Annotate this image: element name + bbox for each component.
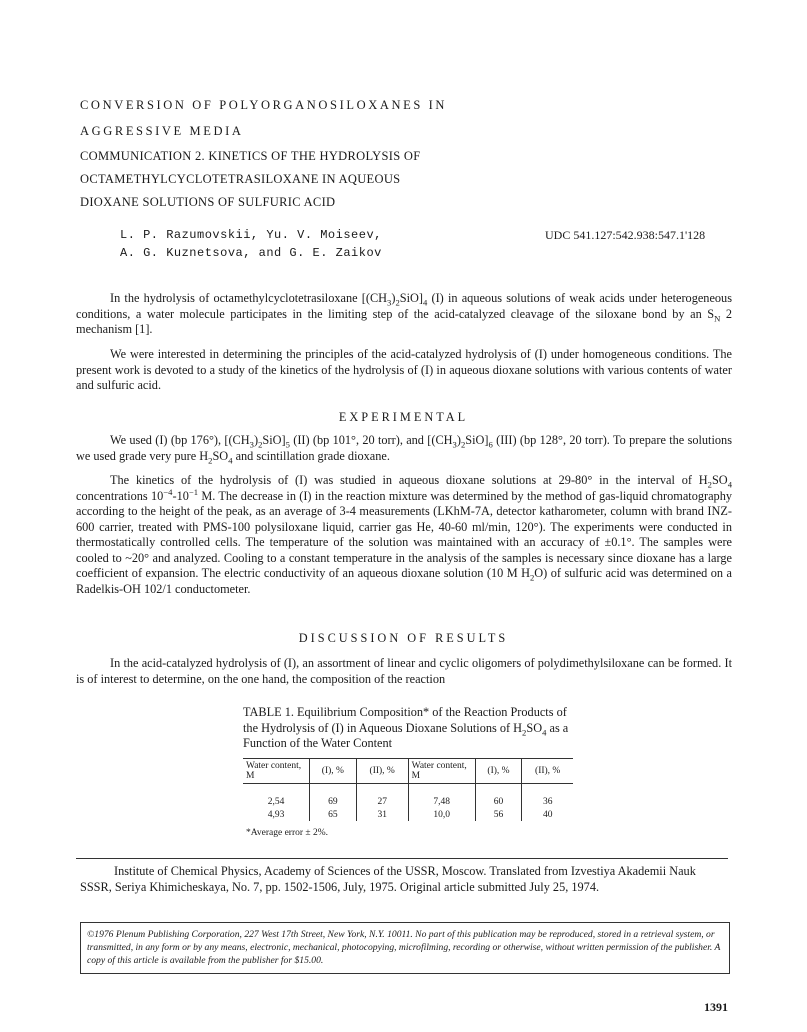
discussion-heading: DISCUSSION OF RESULTS [298, 631, 509, 645]
experimental-paragraph-2: The kinetics of the hydrolysis of (I) was studied in aqueous dioxane solutions at 29-80° in the interval of $H_2SO_4$ concentrations $10^{-4}-10^{-1}$ M. The decrease in (I) in the reaction mixture was determined by the method of gas-liquid chromatography according to the height of the peak, as an average of 3-4 measurements (LKhM-7A, detector katharometer, column with brand INZ-600 carrier, treated with PMS-100 polysiloxane liquid, carrier gas He, 40-60 ml/min, 120°). The experiments were conducted in thermostatically controlled cells. The temperature of the solution was maintained with an accuracy of ±0.1°. The samples were cooled to ~20° and analyzed. Cooling to a constant temperature in the analysis of the samples is necessary since dioxane has a large coefficient of expansion. The electric conductivity of an aqueous dioxane solution (10 M $H_2O$) of sulfuric acid was determined on a Radelkis-OH 102/1 conductometer. [76, 473, 733, 596]
table-cell: 56 [475, 808, 522, 821]
table-cell: 4,93 [267, 809, 285, 820]
page-number: 1391 [704, 1000, 728, 1014]
table-header-cell: Water content, M [408, 759, 475, 784]
title-line-5: DIOXANE SOLUTIONS OF SULFURIC ACID [80, 195, 336, 209]
title-line-3: COMMUNICATION 2. KINETICS OF THE HYDROLYSIS OF [80, 149, 421, 163]
title-line-1: CONVERSION OF POLYORGANOSILOXANES IN [80, 98, 448, 112]
table-cell: 10,0 [408, 808, 475, 821]
title-line-4: OCTAMETHYLCYCLOTETRASILOXANE IN AQUEOUS [80, 172, 401, 186]
table-cell: 36 [522, 784, 573, 809]
table-row [243, 808, 573, 821]
intro-paragraph-1: In the hydrolysis of octamethylcyclotetrasiloxane $[(CH_3)_2SiO]_4$ (I) in aqueous solutions of weak acids under heterogeneous conditions, a water molecule participates in the limiting step of the acid-catalyzed cleavage of the siloxane bond by an $S_N$ 2 mechanism [1]. [76, 291, 732, 336]
table-header-cell: Water content, M [243, 759, 310, 784]
table-cell: 65 [310, 808, 357, 821]
institute-note: Institute of Chemical Physics, Academy of Sciences of the USSR, Moscow. Translated from Izvestiya Akademii Nauk SSSR, Seriya Khimicheskaya, No. 7, pp. 1502-1506, July, 1975. Original article submitted July 25, 1974. [80, 864, 696, 894]
table-1 [243, 758, 573, 821]
table-header-cell: (II), % [356, 759, 408, 784]
discussion-paragraph-1: In the acid-catalyzed hydrolysis of (I), an assortment of linear and cyclic oligomers of polydimethylsiloxane can be formed. It is of interest to determine, on the one hand, the composition of the reaction [76, 656, 732, 686]
table-1-footnote: *Average error ± 2%. [246, 828, 329, 838]
experimental-heading: EXPERIMENTAL [338, 410, 469, 424]
intro-paragraph-2: We were interested in determining the principles of the acid-catalyzed hydrolysis of (I) under homogeneous conditions. The present work is devoted to a study of the kinetics of the hydrolysis of (I) in aqueous dioxane solutions with various contents of water and sulfuric acid. [76, 347, 732, 392]
table-row [243, 784, 573, 809]
title-line-2: AGGRESSIVE MEDIA [80, 124, 244, 138]
table-header-cell: (I), % [310, 759, 357, 784]
table-1-caption: TABLE 1. Equilibrium Composition* of the Reaction Products of the Hydrolysis of (I) in Aqueous Dioxane Solutions of $H_2SO_4$ as a Function of the Water Content [243, 705, 569, 750]
copyright-text: ©1976 Plenum Publishing Corporation, 227 West 17th Street, New York, N.Y. 10011. No part of this publication may be reproduced, stored in a retrieval system, or transmitted, in any form or by any means, electronic, mechanical, photocopying, microfilming, recording or otherwise, without written permission of the publisher. A copy of this article is available from the publisher for $15.00. [87, 929, 721, 966]
table-cell: 31 [356, 808, 408, 821]
authors-line-1: L. P. Razumovskii, Yu. V. Moiseev, [120, 228, 382, 242]
table-cell: 7,48 [408, 784, 475, 809]
authors-line-2: A. G. Kuznetsova, and G. E. Zaikov [120, 246, 382, 260]
copyright-box [80, 922, 730, 974]
footer-divider [76, 858, 728, 859]
table-header-cell: (II), % [522, 759, 573, 784]
table-cell: 40 [522, 808, 573, 821]
table-cell: 69 [310, 784, 357, 809]
table-cell: 2,54 [267, 796, 285, 807]
table-header-cell: (I), % [475, 759, 522, 784]
experimental-paragraph-1: We used (I) (bp 176°), $[(CH_3)_2SiO]_5$ (II) (bp 101°, 20 torr), and $[(CH_3)_2SiO]_6$ (III) (bp 128°, 20 torr). To prepare the solutions we used grade very pure $H_2SO_4$ and scintillation grade dioxane. [76, 433, 732, 465]
udc-code: UDC 541.127:542.938:547.1'128 [545, 228, 706, 242]
table-cell: 27 [356, 784, 408, 809]
table-cell: 60 [475, 784, 522, 809]
